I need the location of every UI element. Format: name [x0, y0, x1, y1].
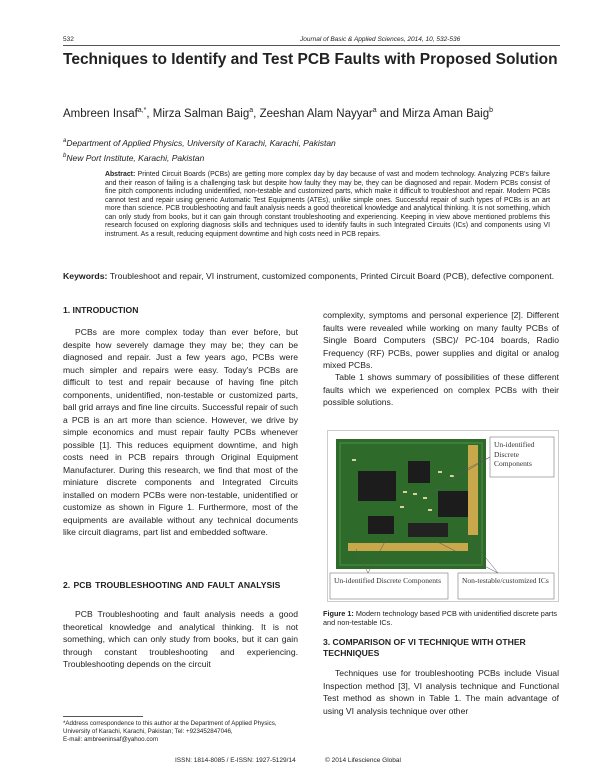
author-affiliation-mark: a,* [137, 107, 147, 114]
abstract: Abstract: Printed Circuit Boards (PCBs) are getting more complex day by day because of vast and modern technology. Analyzing PCB's failure and their reason of failing is a challenging task but despite how faulty they may be, they can be diagnosed and repair. Modern PCBs consist of fine pitch components including unidentified, non-testable and customized parts, which make it difficult to troubleshoot and repair. Modern PCBs cannot test and repair using generic Automatic Test Equipments (ATEs), unlike simple ones. Successful repair of such types of PCBs is an art more than science. PCB troubleshooting and fault analysis needs a good theoretical knowledge and analytical thinking. It is not something, which can only study from books, but it can gain through constant troubleshooting and experiencing. Keeping in view above mentioned problems this research focused on exploring diagnosis skills and techniques used to identify faults in such Integrated Circuits (ICs) and components using VI instrument. As a result, reducing equipment downtime and high costs need in PCB repairs. [105, 171, 550, 238]
footnote-rule [63, 716, 143, 717]
header-rule [63, 45, 560, 46]
pcb-chip [358, 471, 396, 501]
column2-paragraph-2: Table 1 shows summary of possibilities of these different faults which we experienced on complex PCBs with their possible solutions. [323, 372, 559, 407]
running-header: Journal of Basic & Applied Sciences, 2014, 10, 532-536 [300, 36, 461, 43]
pcb-chip [408, 461, 430, 483]
author-list: Ambreen Insaf$^{a,*}$, Mirza Salman Baig$^a$, Zeeshan Alam Nayyar$^a$ and Mirza Aman Baig$^b$ [63, 107, 494, 120]
pcb-connector [468, 445, 478, 535]
author-affiliation-mark: a [249, 107, 254, 114]
introduction-paragraph: PCBs are more complex today than ever before, but despite how severely damage they may be; they can be diagnosed and repair. Just a few years ago, PCBs were much simpler and repairs were easy. Today's PCBs are difficult to test and repair because of having fine pitch components, unidentified, non-testable or customized parts, ball grid arrays and fine line circuits. Successful repair of such a PCB is an art more than science. However, we drive by simple economics and must repair faulty PCBs whenever possible [1]. This reduces equipment downtime, and high costs need in PCB repairs through Original Equipment Manufacturer. During this research, we find that most of the miniature discrete components and Integrated Circuits installed on modern PCBs were non-testable, unidentified or customize as shown in Figure 1. Furthermore, most of the equipments are available without any technical documents like circuit diagrams, part list and embedded software. [63, 327, 299, 537]
footer-issn: ISSN: 1814-8085 / E-ISSN: 1927-5129/14 [175, 757, 296, 764]
figure-label-bottom-left: Un-identified Discrete Components [334, 576, 442, 585]
section-heading-pcb-troubleshooting: 2. PCB TROUBLESHOOTING AND FAULT ANALYSIS [63, 580, 281, 590]
footer-copyright: © 2014 Lifescience Global [325, 757, 401, 764]
author-name: Ambreen Insaf [63, 107, 138, 120]
author-name: Mirza Salman Baig [152, 107, 250, 120]
affiliation-b: $^b$New Port Institute, Karachi, Pakistan [63, 153, 205, 163]
footnote: *Address correspondence to this author at the Department of Applied Physics, University of Karachi, Karachi, Pakistan; Tel: +923452847046, E-mail: ambreeninsaf@yahoo.com [63, 720, 277, 743]
column2-paragraph-1: complexity, symptoms and personal experience [2]. Different faults were revealed while working on many faulty PCBs of Single Board Computers (SBC)/ PC-104 boards, Radio Frequency (RF) PCBs, power supplies and digital or analog mixed PCBs. [323, 310, 559, 370]
author-affiliation-mark: b [489, 107, 494, 114]
section-heading-introduction: 1. INTRODUCTION [63, 305, 139, 315]
pcb-chip [408, 523, 448, 537]
author-affiliation-mark: a [372, 107, 377, 114]
page-number: 532 [63, 36, 74, 43]
figure-label-top: Un-identified Discrete Components [494, 440, 535, 468]
keywords: Keywords: Troubleshoot and repair, VI instrument, customized components, Printed Circuit Board (PCB), defective component. [63, 271, 555, 281]
figure-caption: Figure 1: Modern technology based PCB with unidentified discrete parts and non-testable ICs. [323, 609, 558, 627]
pcb-chip [438, 491, 468, 517]
figure-1 [327, 430, 559, 602]
section-heading-comparison: 3. COMPARISON OF VI TECHNIQUE WITH OTHER TECHNIQUES [323, 637, 526, 658]
pcb-connector [348, 543, 468, 551]
paper-title: Techniques to Identify and Test PCB Faults with Proposed Solution [63, 51, 558, 68]
author-name: Zeeshan Alam Nayyar [259, 107, 373, 120]
pcb-chip [368, 516, 394, 534]
affiliation-a: $^a$Department of Applied Physics, University of Karachi, Karachi, Pakistan [63, 138, 336, 148]
author-name: Mirza Aman Baig [402, 107, 490, 120]
comparison-paragraph: Techniques use for troubleshooting PCBs include Visual Inspection method [3], VI analysis technique and Functional Test method as shown in Table 1. The main advantage of using VI analysis technique over other [323, 668, 559, 716]
pcb-troubleshooting-paragraph: PCB Troubleshooting and fault analysis needs a good theoretical knowledge and analytical thinking. It is not something, which can only study from books, but it can gain through constant troubleshooting and experiencing. Troubleshooting depends on the circuit [63, 609, 298, 669]
figure-label-bottom-right: Non-testable/customized ICs [462, 576, 549, 585]
